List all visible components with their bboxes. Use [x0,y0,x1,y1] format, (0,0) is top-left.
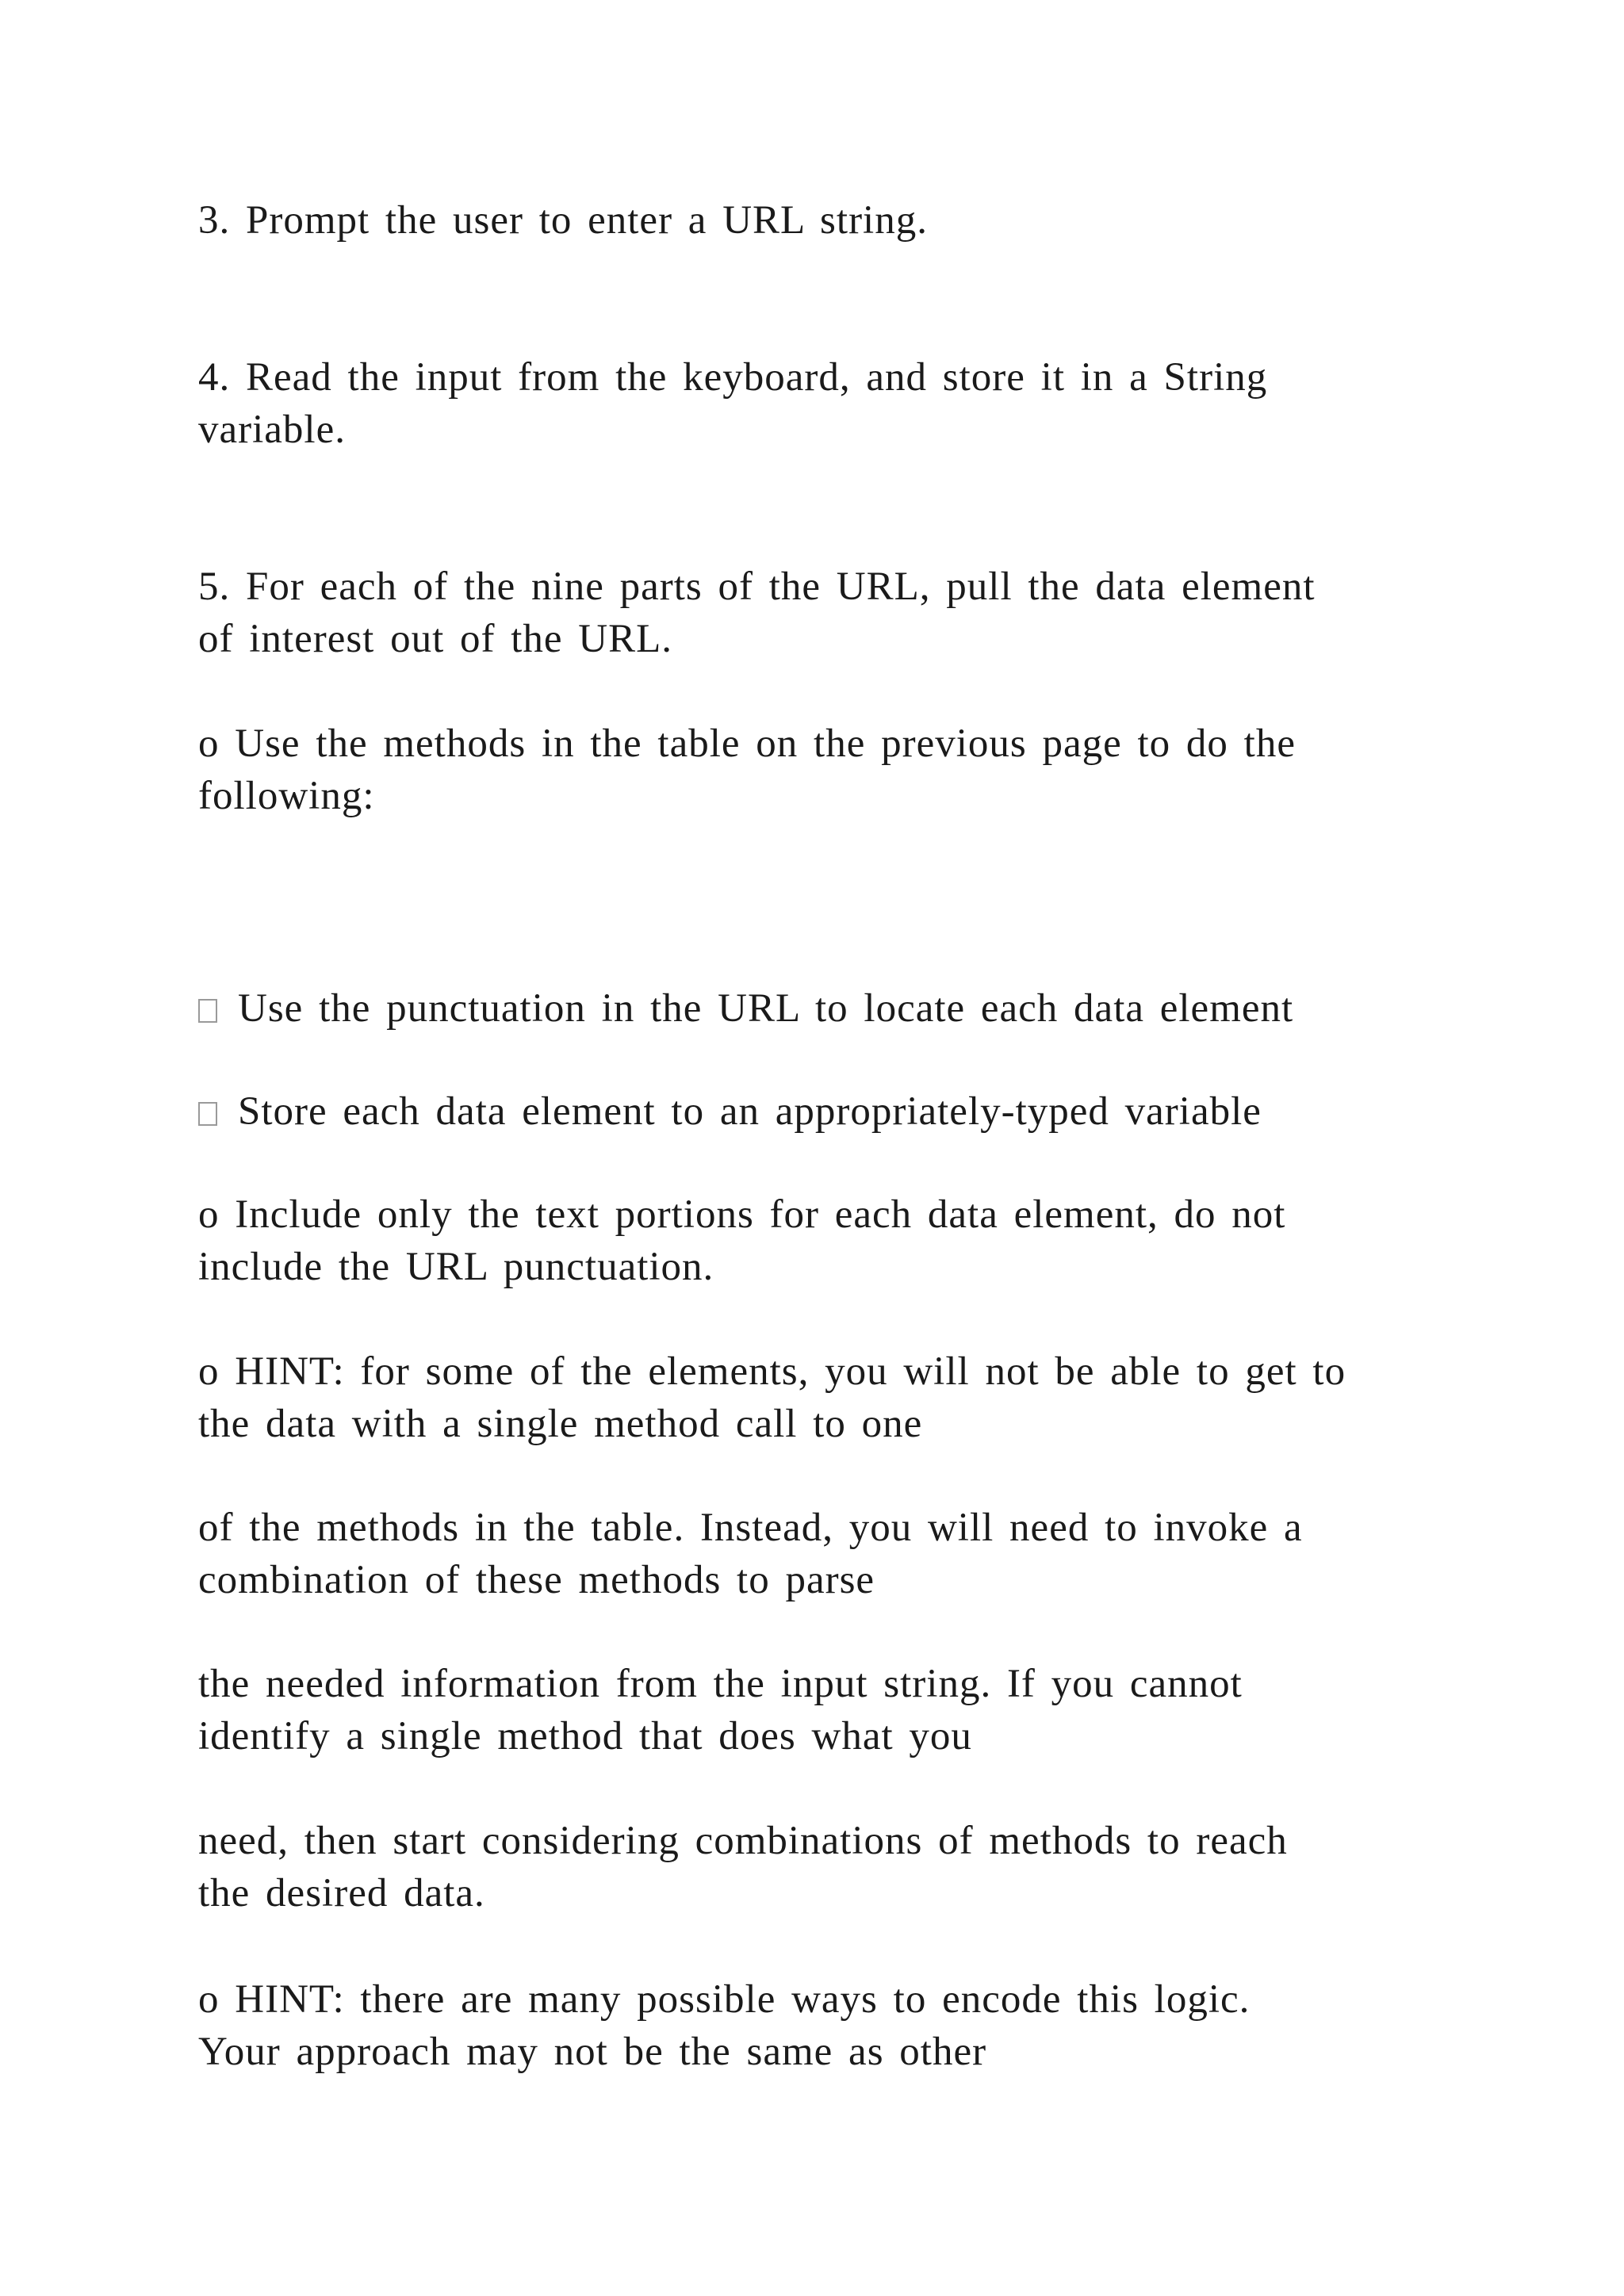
text-line: identify a single method that does what you [198,1714,972,1758]
text-line: o HINT: there are many possible ways to encode this logic. [198,1977,1251,2022]
sub-point-use-methods [198,718,1435,822]
bullet-text: Store each data element to an appropriately-typed variable [238,1089,1262,1134]
bullet-item-punctuation [198,982,1435,1035]
sub-point-include-text [198,1188,1435,1293]
text-line: of interest out of the URL. [198,617,673,661]
text-line: the data with a single method call to one [198,1402,923,1446]
text-line: the needed information from the input string. If you cannot [198,1662,1243,1706]
text-line: 4. Read the input from the keyboard, and store it in a String [198,355,1268,400]
text-line: the desired data. [198,1871,485,1915]
hint-paragraph-1 [198,1345,1435,1450]
text-line: include the URL punctuation. [198,1245,714,1289]
text-line: o Include only the text portions for each data element, do not [198,1192,1286,1237]
text-line: following: [198,774,375,818]
step-4-paragraph [198,351,1435,456]
hint-continuation-1 [198,1502,1435,1606]
text-line: 5. For each of the nine parts of the URL, pull the data element [198,564,1316,609]
missing-glyph-box-icon [198,1102,217,1126]
text-line: 3. Prompt the user to enter a URL string. [198,198,928,243]
bullet-item-store [198,1085,1435,1138]
text-line: Your approach may not be the same as other [198,2030,987,2074]
text-line: need, then start considering combinations of methods to reach [198,1819,1288,1863]
text-line: of the methods in the table. Instead, you will need to invoke a [198,1506,1303,1550]
text-line: variable. [198,408,346,452]
hint-continuation-3 [198,1815,1435,1919]
hint-paragraph-2 [198,1973,1435,2078]
hint-continuation-2 [198,1658,1435,1762]
step-3-paragraph [198,194,1435,247]
text-line: o HINT: for some of the elements, you will not be able to get to [198,1349,1346,1394]
text-line: o Use the methods in the table on the previous page to do the [198,721,1296,766]
bullet-text: Use the punctuation in the URL to locate each data element [238,986,1294,1031]
missing-glyph-box-icon [198,999,217,1023]
text-line: combination of these methods to parse [198,1558,875,1602]
step-5-paragraph [198,561,1435,665]
